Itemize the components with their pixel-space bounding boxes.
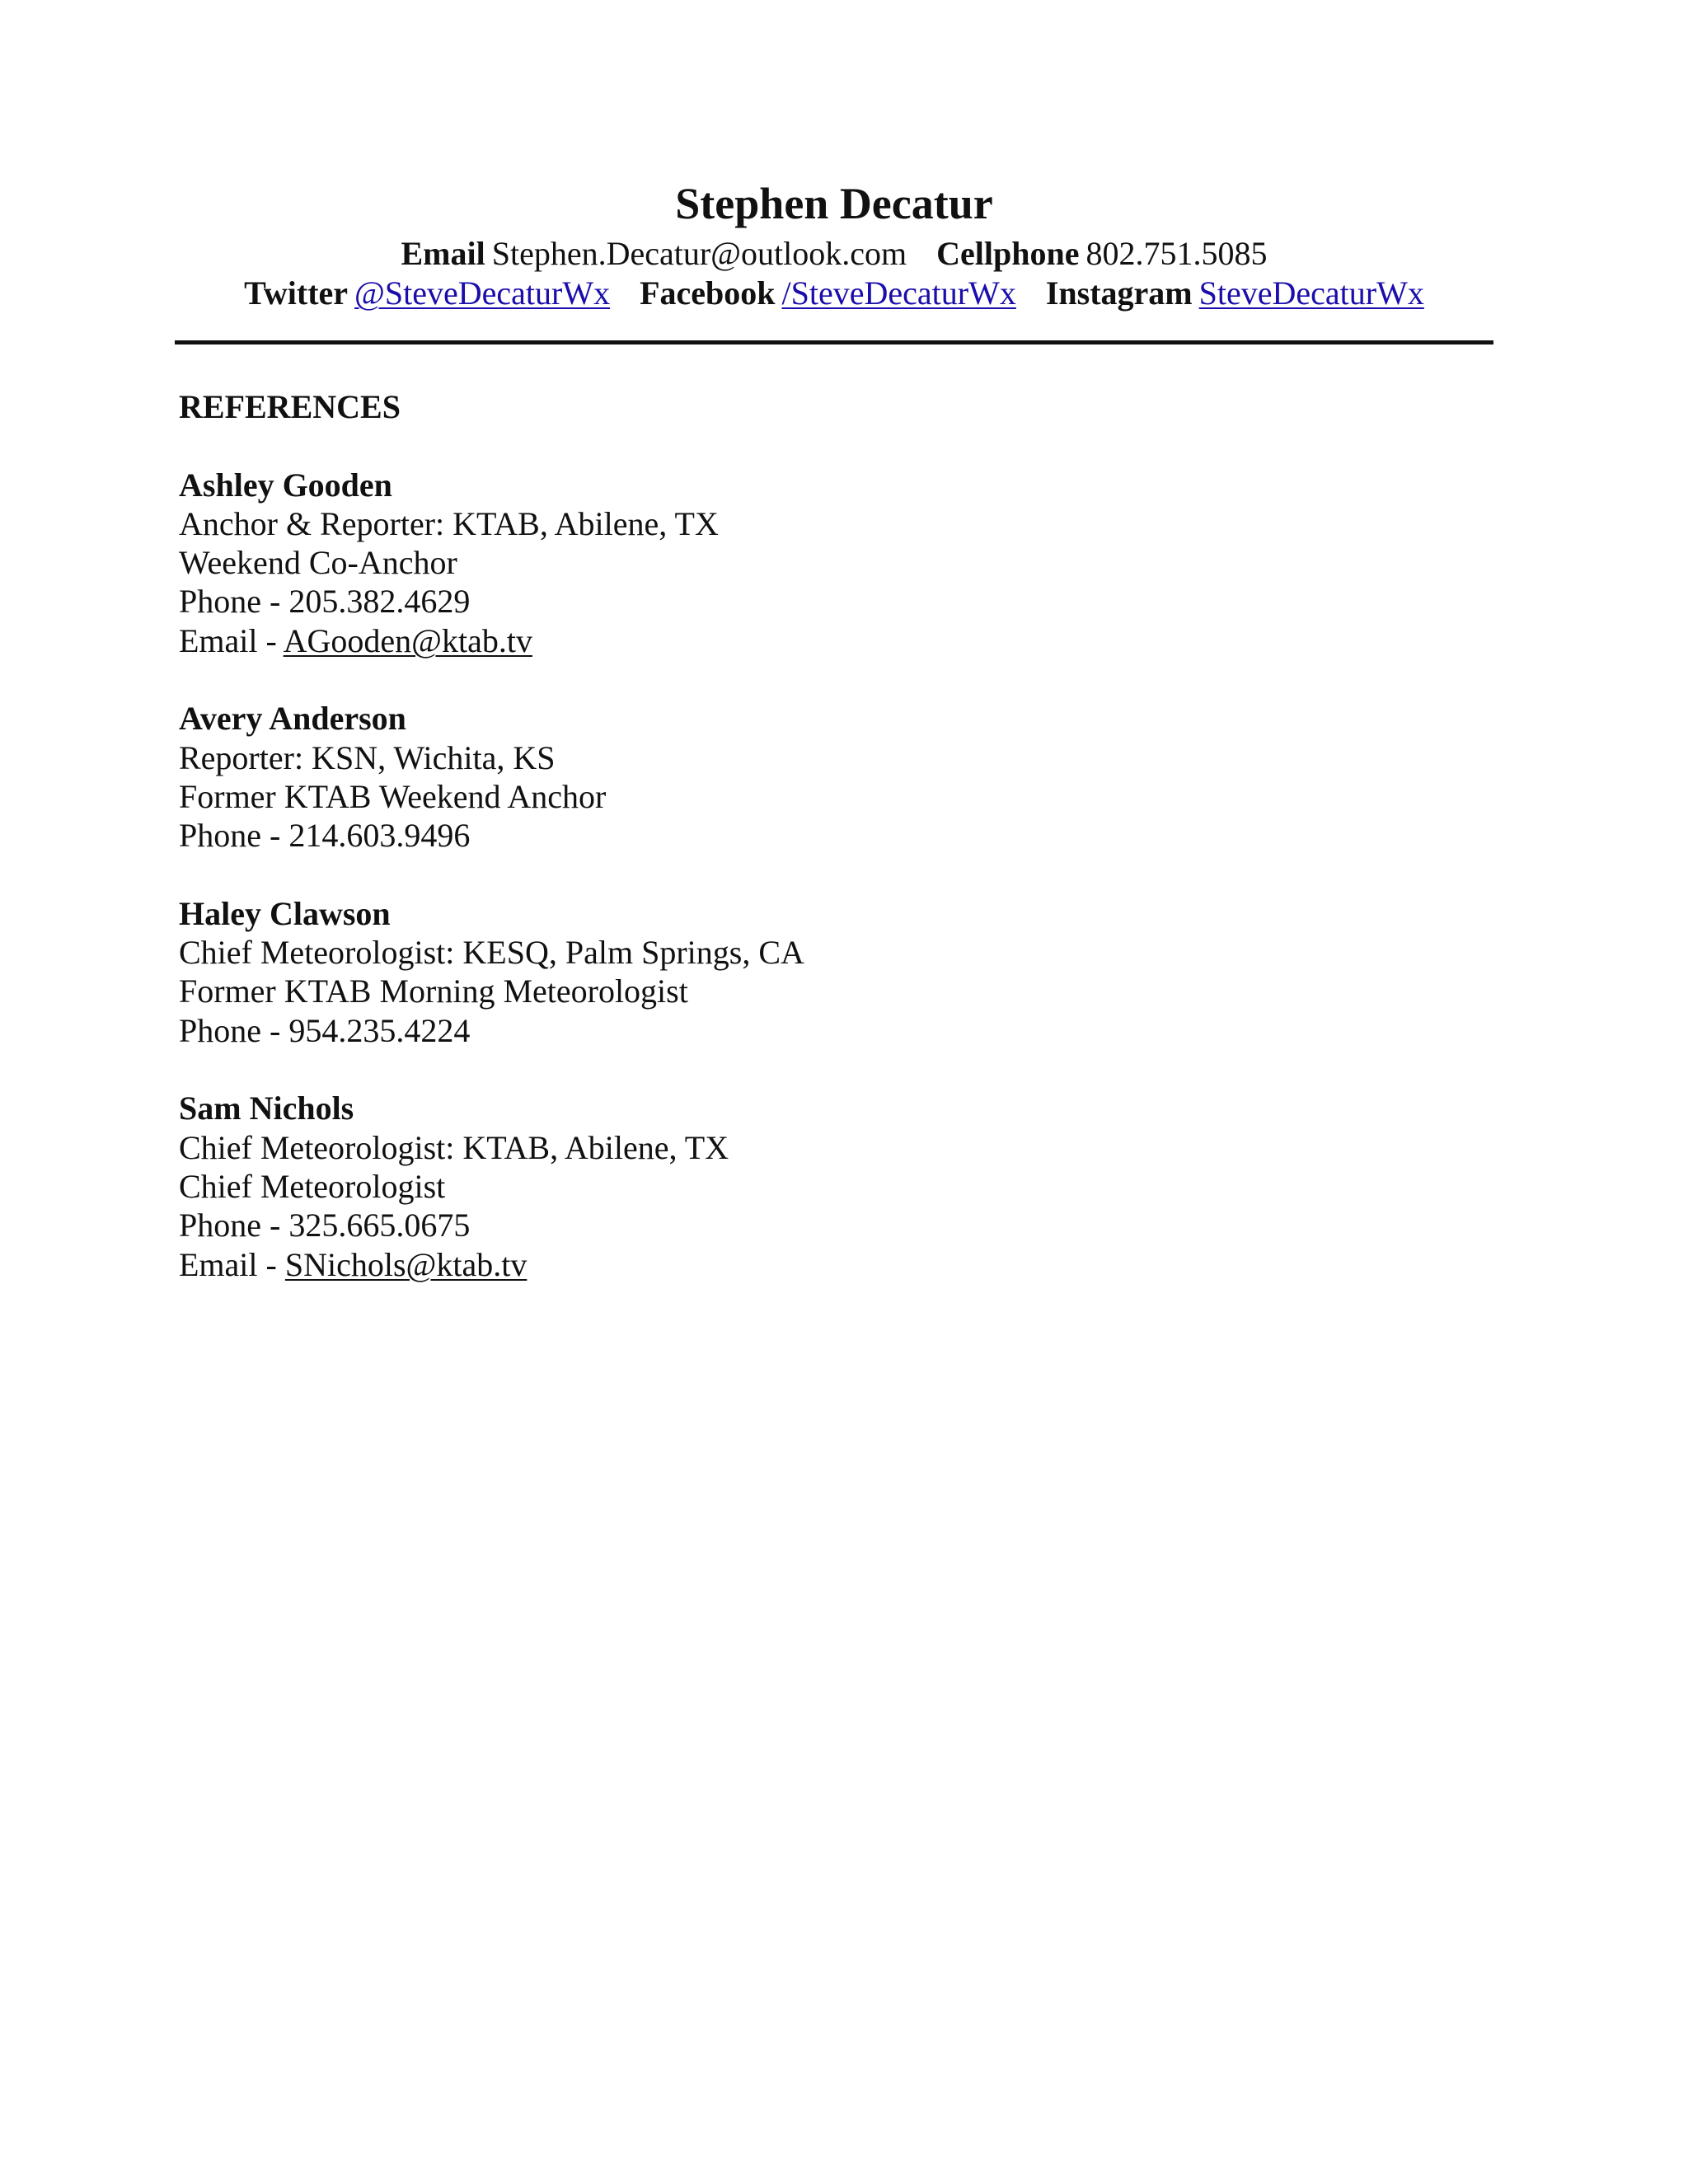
resume-header (175, 173, 1493, 313)
email-value: Stephen.Decatur@outlook.com (491, 235, 907, 272)
email-label: Email (401, 235, 485, 272)
reference-email-line (179, 621, 1415, 660)
facebook-label: Facebook (640, 274, 776, 312)
reference-email-link[interactable]: SNichols@ktab.tv (284, 1245, 528, 1283)
reference-line: Former KTAB Weekend Anchor (179, 777, 607, 815)
reference-line: Reporter: KSN, Wichita, KS (179, 738, 556, 776)
reference-line: Anchor & Reporter: KTAB, Abilene, TX (179, 504, 719, 542)
contact-line-social (175, 274, 1493, 313)
reference-name: Sam Nichols (179, 1090, 354, 1127)
facebook-link[interactable]: /SteveDecaturWx (781, 274, 1016, 312)
email-prefix: Email - (179, 1245, 285, 1283)
candidate-name: Stephen Decatur (675, 179, 993, 228)
reference-entry (179, 466, 1415, 660)
cellphone-label: Cellphone (936, 235, 1080, 272)
twitter-link[interactable]: @SteveDecaturWx (354, 274, 611, 312)
references-section (179, 387, 1415, 1284)
reference-email-link[interactable]: AGooden@ktab.tv (283, 621, 532, 659)
contact-line-primary (175, 234, 1493, 274)
reference-name: Ashley Gooden (179, 466, 392, 504)
reference-line: Chief Meteorologist (179, 1167, 446, 1205)
reference-line: Phone - 205.382.4629 (179, 583, 471, 621)
reference-line: Chief Meteorologist: KTAB, Abilene, TX (179, 1128, 729, 1166)
cellphone-value: 802.751.5085 (1085, 235, 1268, 272)
reference-line: Phone - 214.603.9496 (179, 817, 471, 855)
reference-line: Chief Meteorologist: KESQ, Palm Springs, CA (179, 934, 804, 972)
reference-line: Phone - 954.235.4224 (179, 1011, 471, 1049)
twitter-label: Twitter (244, 274, 349, 312)
instagram-label: Instagram (1045, 274, 1193, 312)
reference-entry (179, 1089, 1415, 1283)
section-title: REFERENCES (179, 388, 401, 425)
email-prefix: Email - (179, 621, 284, 659)
reference-entry (179, 699, 1415, 855)
reference-line: Former KTAB Morning Meteorologist (179, 972, 688, 1010)
reference-line: Phone - 325.665.0675 (179, 1207, 471, 1244)
instagram-link[interactable]: SteveDecaturWx (1198, 274, 1424, 312)
reference-entry (179, 894, 1415, 1050)
reference-name: Avery Anderson (179, 700, 406, 738)
header-divider (175, 340, 1493, 344)
reference-email-line (179, 1245, 1415, 1284)
reference-name: Haley Clawson (179, 894, 391, 932)
reference-line: Weekend Co-Anchor (179, 544, 457, 582)
